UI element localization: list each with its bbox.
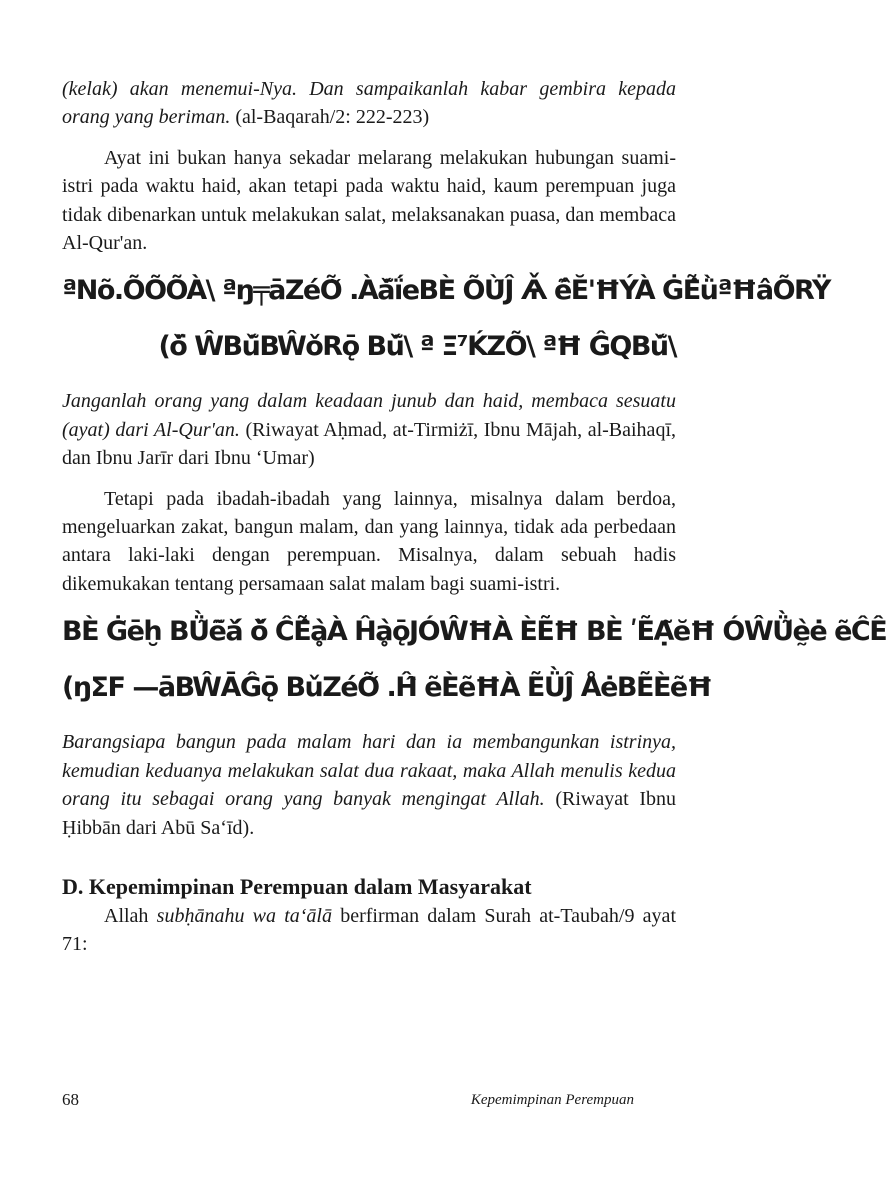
hadith-reference: (Riwayat Ibnu Ḥibbān dari Abū Sa‘īd). [62,788,676,839]
honorific-italic: subḥānahu wa ta‘ālā [156,904,332,927]
section-heading: D. Kepemimpinan Perempuan dalam Masyarakat [62,873,532,899]
arabic-hadith-1 [62,263,830,375]
paragraph-haid-prohibitions: Ayat ini bukan hanya sekadar melarang melakukan hubungan suami-istri pada waktu haid, akan tetapi pada waktu haid, kaum perempuan juga tidak dibenarkan untuk melakukan salat, melaksanakan puasa, dan membaca Al-Qur'an. [62,146,676,255]
arabic-hadith-2-line-1: BÈ Ġ̃ēḫ BǛ̃ẽ̃ǎ́ ǒ̌ ĈẼ̂ḁ̀À Ĥḁ̀ǭJÓŴĦÀ ÈẼĦ BÈ ʹẼẠ̃ĕĦ ÓŴǛ̃ḛ̀ė ẽĈÊ [62,616,886,648]
arabic-hadith-2 [62,604,886,716]
hadith-2-translation [62,728,676,842]
quran-translation-continued [62,75,676,132]
paragraph-other-worship: Tetapi pada ibadah-ibadah yang lainnya, misalnya dalam berdoa, mengeluarkan zakat, bangun malam, dan yang lainnya, tidak ada perbedaan antara laki-laki dengan perempuan. Misalnya, dalam sebuah hadis dikemukakan tentang persamaan salat malam bagi suami-istri. [62,487,676,595]
arabic-hadith-1-line-2: (ǒ̈ ŴBǔ̃BŴǒRǭ Bǔ̃\ ª Ξ⁷ḰZÕ\ ªĦ ĜQBǔ̃\ [158,331,676,363]
hadith-reference: (Riwayat Aḥmad, at-Tirmiżī, Ibnu Mājah, al-Baihaqī, dan Ibnu Jarīr dari Ibnu ‘Umar) [62,418,676,470]
running-title: Kepemimpinan Perempuan [470,1092,634,1108]
arabic-hadith-2-line-2: (ŋΣF —āBŴĀĜǭ BǔZéÕ̌ .Ĥ̂ ẽÈẽĦÀ ẼǛĴ ÅėBẼÈẽĦ [62,672,712,704]
hadith-1-translation [62,387,676,472]
verse-reference: (al-Baqarah/2: 222-223) [230,106,430,129]
paragraph-surah-intro [62,902,676,959]
intro-text-after: berfirman dalam Surah at-Taubah/9 ayat 71: [62,904,676,956]
intro-text-before: Allah [104,904,157,927]
translation-italic: Barangsiapa bangun pada malam hari dan ia membangunkan istrinya, kemudian keduanya melakukan salat dua rakaat, maka Allah menulis kedua orang itu sebagai orang yang banyak mengingat Allah. [62,731,676,811]
page-number: 68 [62,1090,79,1109]
arabic-hadith-1-line-1: ªNõ.ÕÕÕÀ\ ªŋ╤āZéÕ̌ .Àǎ̃ḯeBÈ ÕÙ̃Ĵ Ѧ̌ ẽ̂Ĕ'ĦÝÀ ĠẼ̂ǜªĦâÕRŸ [62,275,830,307]
translation-italic: (kelak) akan menemui-Nya. Dan sampaikanlah kabar gembira kepada orang yang beriman. [62,78,676,129]
translation-italic: Janganlah orang yang dalam keadaan junub dan haid, membaca sesuatu (ayat) dari Al-Qur'an. [62,390,676,441]
page-body [62,75,886,959]
